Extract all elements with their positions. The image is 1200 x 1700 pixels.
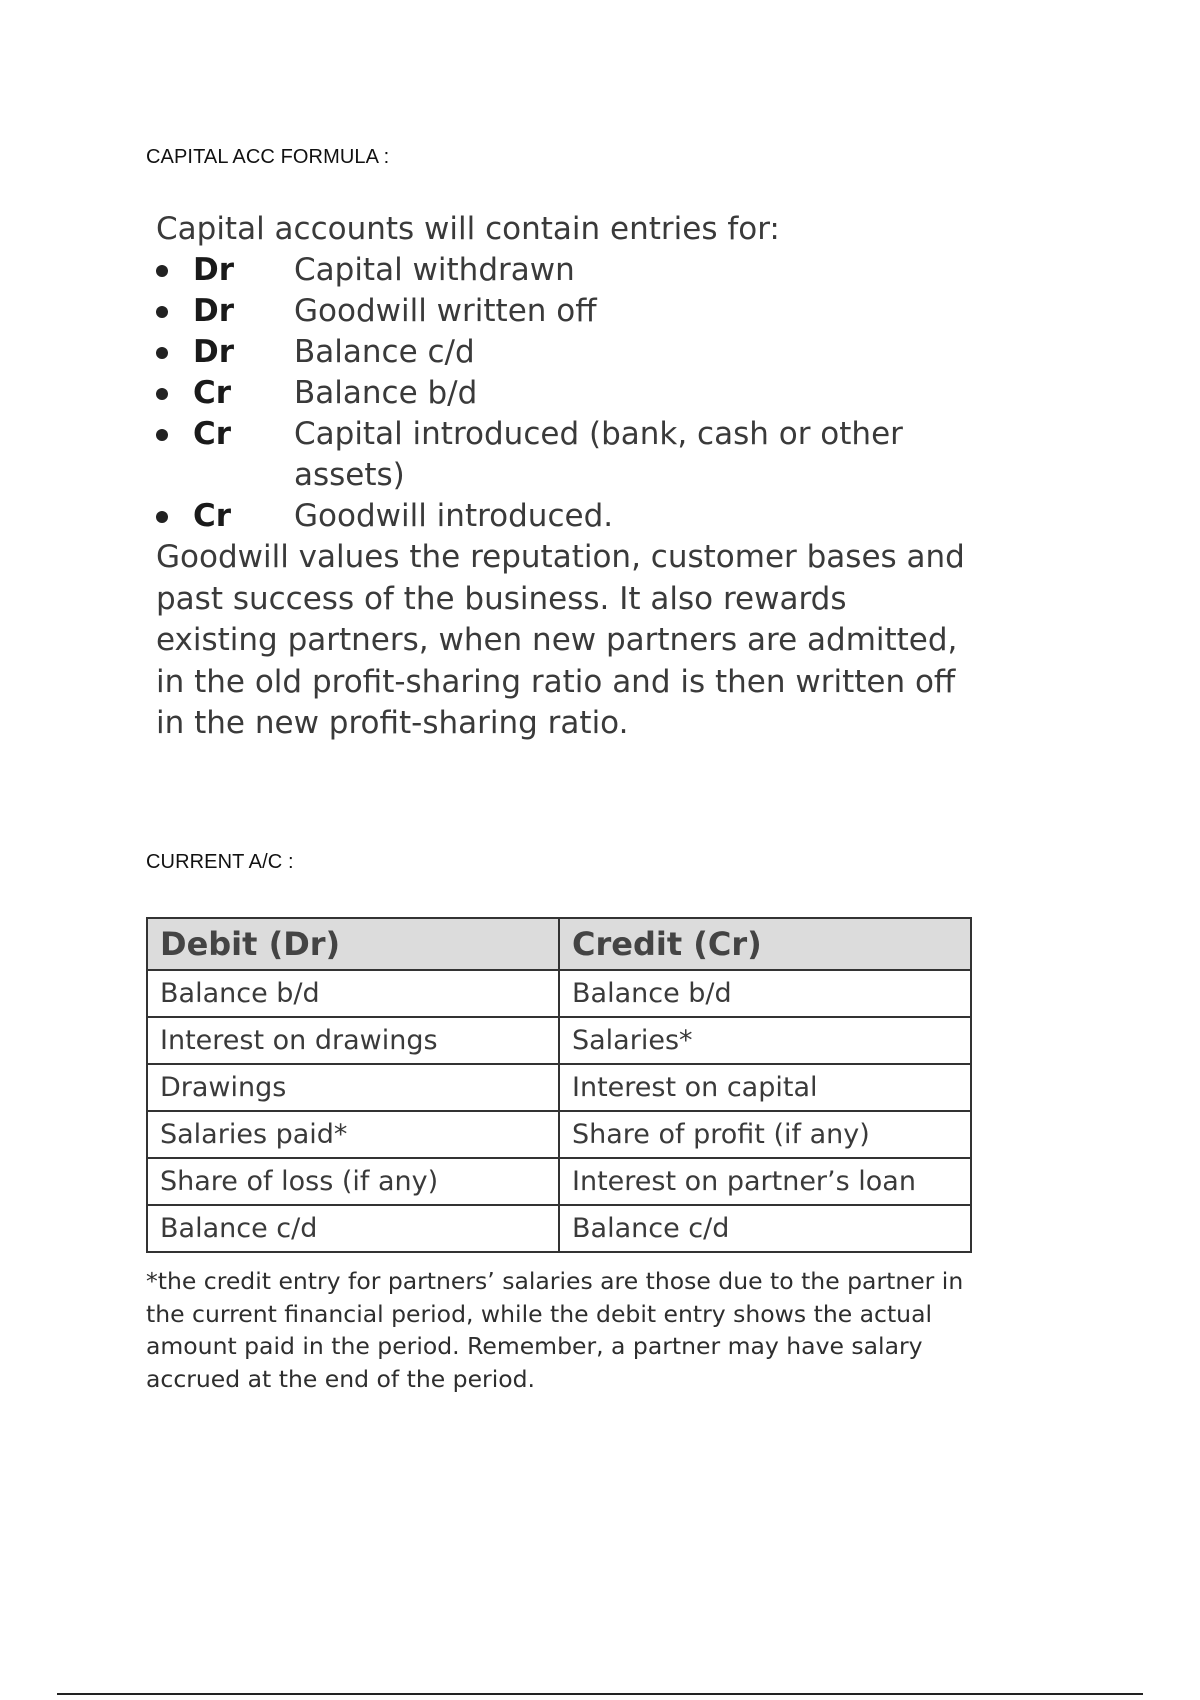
debit-cell: Salaries paid*	[147, 1111, 559, 1158]
entry-side: Dr	[193, 293, 235, 329]
capital-accounts-block	[156, 208, 976, 745]
credit-cell: Share of profit (if any)	[559, 1111, 971, 1158]
table-header-row	[147, 918, 971, 970]
debit-cell: Interest on drawings	[147, 1017, 559, 1064]
entry-side: Dr	[193, 252, 235, 288]
entry-text: Capital withdrawn	[294, 252, 575, 288]
entry-text: Balance b/d	[294, 375, 478, 411]
entry-text: Goodwill written off	[294, 293, 597, 329]
footer-divider	[57, 1693, 1143, 1695]
bullet-icon	[156, 429, 168, 441]
capital-entries-list	[156, 250, 976, 537]
list-item	[156, 250, 976, 291]
bullet-icon	[156, 306, 168, 318]
table-row	[147, 1205, 971, 1252]
credit-cell: Salaries*	[559, 1017, 971, 1064]
list-item	[156, 496, 976, 537]
entry-side: Cr	[193, 416, 232, 452]
entry-text: Goodwill introduced.	[294, 498, 614, 534]
goodwill-paragraph: Goodwill values the reputation, customer bases and past success of the business. It also rewards existing partners, when new partners are admitted, in the old profit-sharing ratio and is then written off in the new profit-sharing ratio.	[156, 539, 965, 741]
list-item	[156, 332, 976, 373]
credit-column-header: Credit (Cr)	[559, 918, 971, 970]
bullet-icon	[156, 511, 168, 523]
list-item	[156, 414, 976, 496]
list-item	[156, 291, 976, 332]
debit-cell: Share of loss (if any)	[147, 1158, 559, 1205]
current-ac-heading: CURRENT A/C :	[146, 851, 294, 873]
table-row	[147, 1017, 971, 1064]
bullet-icon	[156, 347, 168, 359]
debit-column-header: Debit (Dr)	[147, 918, 559, 970]
current-account-table	[146, 917, 972, 1253]
debit-cell: Drawings	[147, 1064, 559, 1111]
bullet-icon	[156, 388, 168, 400]
entry-text: Capital introduced (bank, cash or other assets)	[294, 416, 903, 493]
table-row	[147, 1064, 971, 1111]
salary-footnote: *the credit entry for partners’ salaries are those due to the partner in the current financial period, while the debit entry shows the actual amount paid in the period. Remember, a partner may have salary accrued at the end of the period.	[146, 1267, 964, 1393]
capital-acc-heading: CAPITAL ACC FORMULA :	[146, 146, 390, 168]
entry-side: Dr	[193, 334, 235, 370]
bullet-icon	[156, 265, 168, 277]
credit-cell: Interest on capital	[559, 1064, 971, 1111]
table-row	[147, 970, 971, 1017]
debit-cell: Balance c/d	[147, 1205, 559, 1252]
credit-cell: Balance b/d	[559, 970, 971, 1017]
capital-intro: Capital accounts will contain entries for:	[156, 211, 780, 247]
debit-cell: Balance b/d	[147, 970, 559, 1017]
entry-side: Cr	[193, 498, 232, 534]
table-row	[147, 1111, 971, 1158]
credit-cell: Interest on partner’s loan	[559, 1158, 971, 1205]
entry-text: Balance c/d	[294, 334, 475, 370]
credit-cell: Balance c/d	[559, 1205, 971, 1252]
entry-side: Cr	[193, 375, 232, 411]
table-row	[147, 1158, 971, 1205]
list-item	[156, 373, 976, 414]
